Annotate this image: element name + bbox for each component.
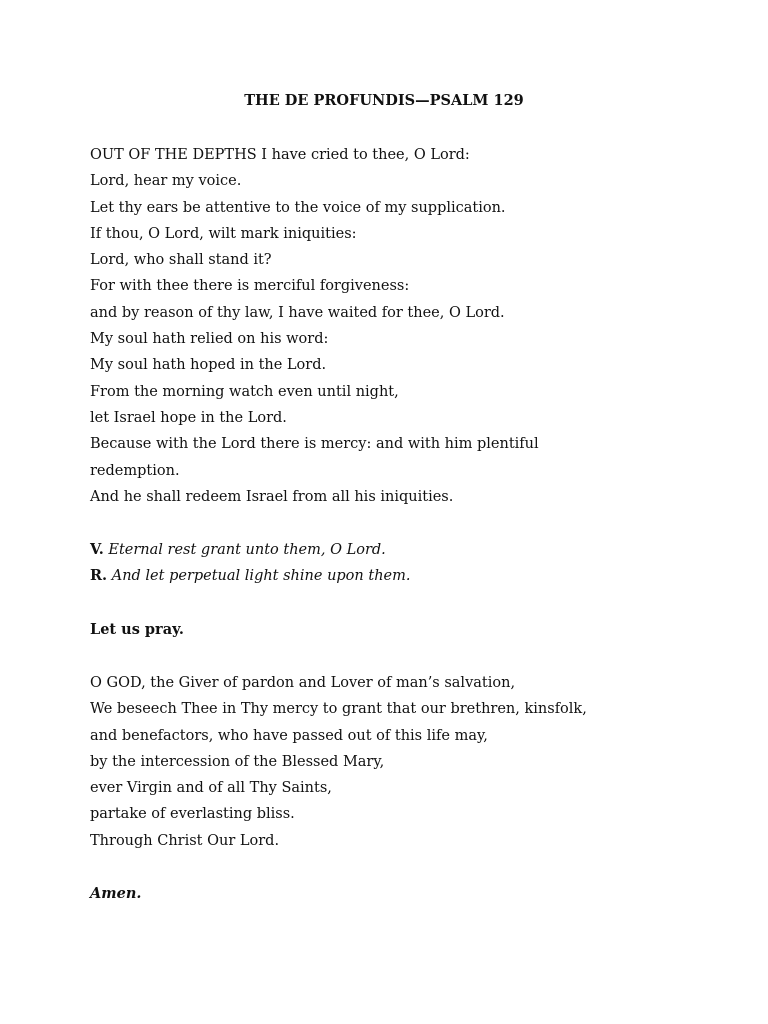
psalm-line: OUT OF THE DEPTHS I have cried to thee, O Lord: <box>90 147 470 163</box>
versicle-response <box>90 537 730 590</box>
psalm-line: and by reason of thy law, I have waited for thee, O Lord. <box>90 304 505 321</box>
prayer-line: We beseech Thee in Thy mercy to grant that our brethren, kinsfolk, <box>90 701 587 718</box>
prayer-text <box>90 670 730 854</box>
response-label: R. <box>90 567 108 585</box>
psalm-line: For with thee there is merciful forgiveness: <box>90 278 410 295</box>
amen-text: Amen. <box>90 885 142 902</box>
psalm-line: let Israel hope in the Lord. <box>90 409 287 426</box>
versicle-label: V. <box>90 541 104 558</box>
prayer-line: by the intercession of the Blessed Mary, <box>90 753 385 770</box>
psalm-line: If thou, O Lord, wilt mark iniquities: <box>90 225 357 242</box>
prayer-heading-text: Let us pray. <box>90 621 184 638</box>
psalm-line: And he shall redeem Israel from all his iniquities. <box>90 488 454 505</box>
psalm-line: From the morning watch even until night, <box>90 383 399 400</box>
psalm-line: redemption. <box>90 462 180 479</box>
response-line <box>90 563 730 589</box>
psalm-line: Let thy ears be attentive to the voice of my supplication. <box>90 199 506 216</box>
prayer-heading <box>90 617 730 643</box>
psalm-line: Lord, hear my voice. <box>90 173 242 190</box>
prayer-line: Through Christ Our Lord. <box>90 832 280 849</box>
prayer-line: partake of everlasting bliss. <box>90 806 295 823</box>
prayer-line: ever Virgin and of all Thy Saints, <box>90 780 332 797</box>
amen <box>90 881 730 907</box>
versicle-line <box>90 537 730 563</box>
page-title: THE DE PROFUNDIS—PSALM 129 <box>244 92 524 109</box>
prayer-line: O GOD, the Giver of pardon and Lover of man’s salvation, <box>90 675 516 691</box>
psalm-text <box>90 142 730 510</box>
response-text: And let perpetual light shine upon them. <box>111 568 411 585</box>
psalm-line: My soul hath relied on his word: <box>90 331 329 348</box>
psalm-line: My soul hath hoped in the Lord. <box>90 357 327 374</box>
psalm-line: Because with the Lord there is mercy: and with him plentiful <box>90 436 539 453</box>
prayer-line: and benefactors, who have passed out of this life may, <box>90 727 488 744</box>
versicle-text: Eternal rest grant unto them, O Lord. <box>108 542 386 558</box>
psalm-line: Lord, who shall stand it? <box>90 252 272 269</box>
